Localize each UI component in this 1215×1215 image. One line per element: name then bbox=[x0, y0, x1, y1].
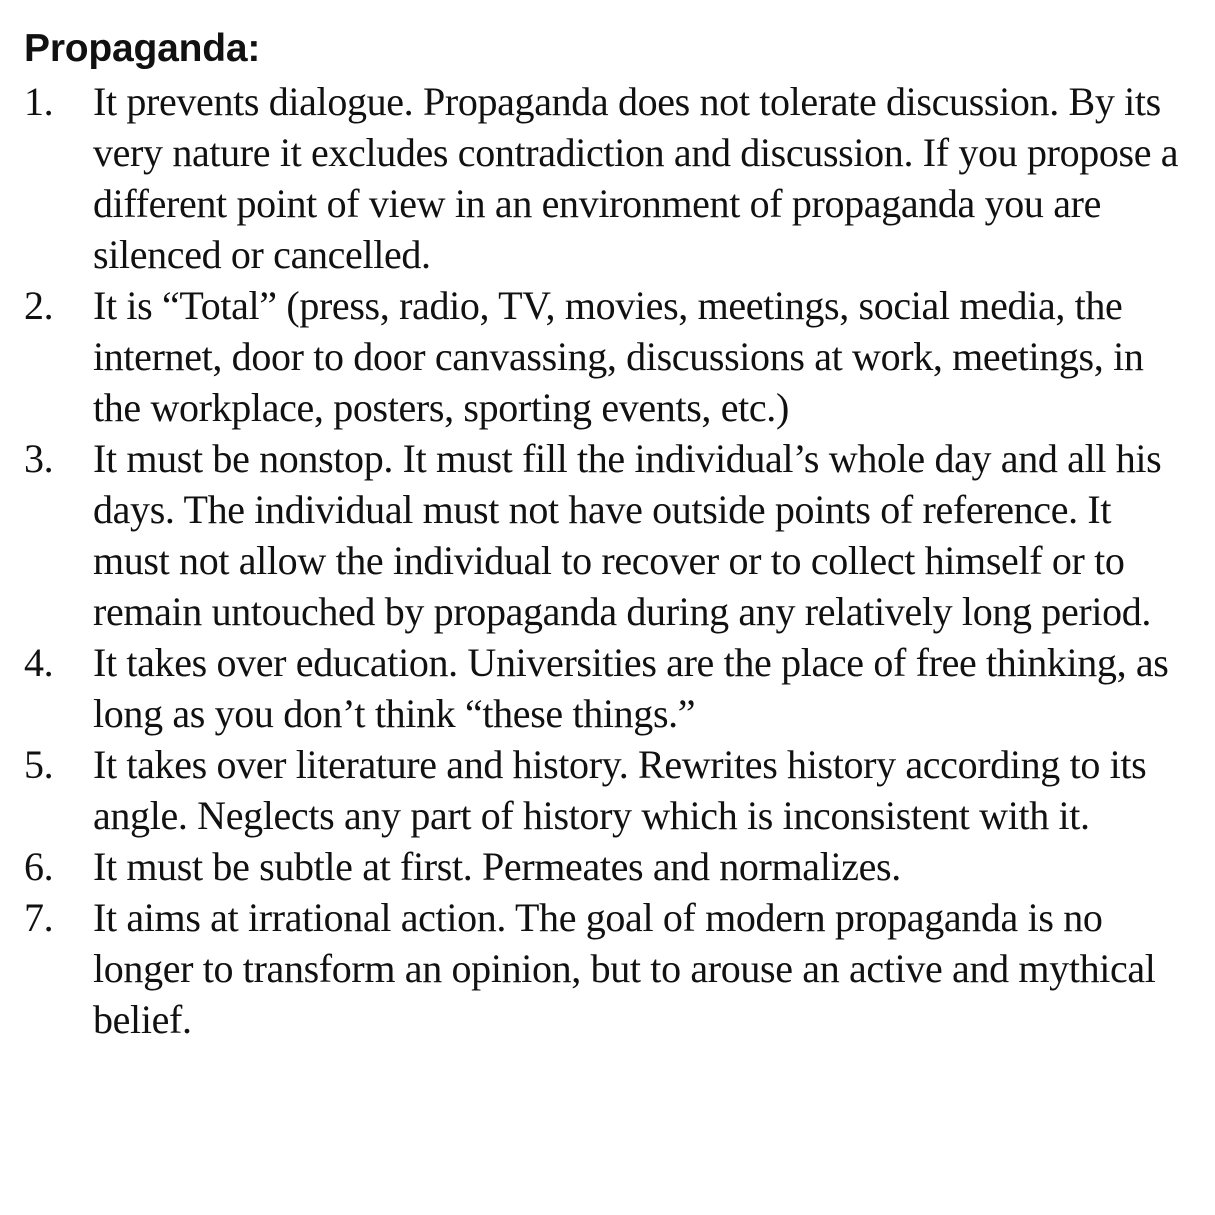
list-item bbox=[24, 76, 1195, 280]
list-item bbox=[24, 739, 1195, 841]
list-item bbox=[24, 280, 1195, 433]
item-number: 4. bbox=[24, 640, 54, 685]
item-text: It is “Total” (press, radio, TV, movies, meetings, social media, the internet, door to door canvassing, discussions at work, meetings, in the workplace, posters, sporting events, etc.) bbox=[93, 283, 1144, 430]
item-text: It must be nonstop. It must fill the individual’s whole day and all his days. The individual must not have outside points of reference. It must not allow the individual to recover or to collect himself or to remain untouched by propaganda during any relatively long period. bbox=[93, 436, 1162, 634]
item-text: It takes over literature and history. Rewrites history according to its angle. Neglects any part of history which is inconsistent with it. bbox=[93, 742, 1147, 838]
numbered-list bbox=[24, 76, 1195, 1045]
item-text: It aims at irrational action. The goal of modern propaganda is no longer to transform an opinion, but to arouse an active and mythical belief. bbox=[93, 895, 1156, 1042]
list-item bbox=[24, 841, 1195, 892]
item-number: 5. bbox=[24, 742, 54, 787]
document-title: Propaganda: bbox=[24, 27, 261, 70]
item-number: 1. bbox=[24, 79, 54, 124]
item-text: It must be subtle at first. Permeates and normalizes. bbox=[93, 844, 901, 889]
item-number: 3. bbox=[24, 436, 54, 481]
list-item bbox=[24, 433, 1195, 637]
list-item bbox=[24, 892, 1195, 1045]
item-text: It takes over education. Universities are the place of free thinking, as long as you don’t think “these things.” bbox=[93, 640, 1169, 736]
item-text: It prevents dialogue. Propaganda does not tolerate discussion. By its very nature it excludes contradiction and discussion. If you propose a different point of view in an environment of propaganda you are silenced or cancelled. bbox=[93, 79, 1179, 277]
item-number: 2. bbox=[24, 283, 54, 328]
list-item bbox=[24, 637, 1195, 739]
item-number: 6. bbox=[24, 844, 54, 889]
item-number: 7. bbox=[24, 895, 54, 940]
